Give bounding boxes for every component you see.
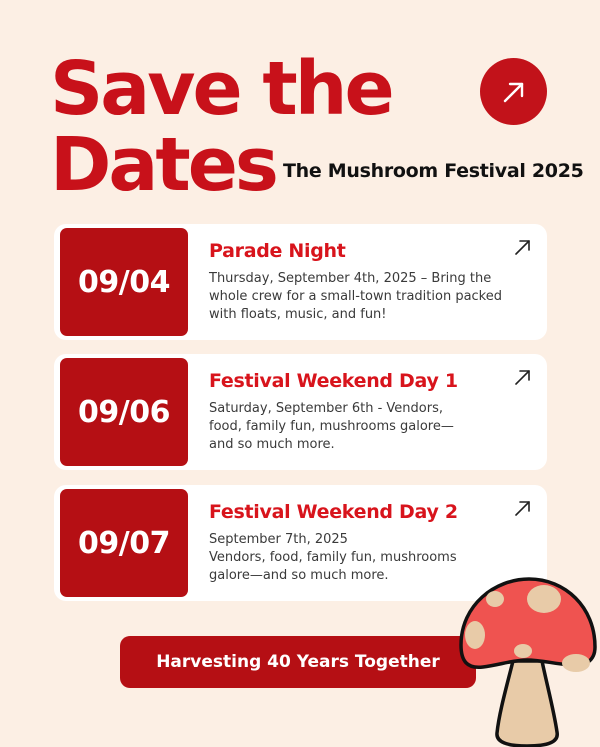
event-card-parade-night[interactable] (54, 224, 547, 340)
event-title: Parade Night (209, 240, 346, 262)
event-description: Thursday, September 4th, 2025 – Bring the whole crew for a small-town tradition packed with floats, music, and fun! (209, 271, 503, 322)
event-description: September 7th, 2025 Vendors, food, family fun, mushrooms galore—and so much more. (209, 532, 457, 583)
mushroom-illustration (455, 575, 600, 747)
event-date-box (60, 228, 188, 336)
headline-dates: Dates (50, 122, 276, 208)
event-date: 09/06 (78, 394, 170, 430)
event-title: Festival Weekend Day 2 (209, 501, 458, 523)
open-link-button[interactable] (480, 58, 547, 125)
tagline-button[interactable] (120, 636, 476, 688)
event-card-weekend-day-1[interactable] (54, 354, 547, 470)
arrow-up-right-icon[interactable] (512, 497, 534, 519)
event-date-box (60, 358, 188, 466)
festival-subtitle: The Mushroom Festival 2025 (283, 160, 584, 182)
headline-save-the: Save the (50, 46, 392, 132)
tagline-text: Harvesting 40 Years Together (156, 652, 440, 672)
event-description: Saturday, September 6th - Vendors, food, family fun, mushrooms galore— and so much more. (209, 401, 454, 452)
arrow-up-right-icon[interactable] (512, 236, 534, 258)
arrow-up-right-icon (501, 79, 527, 105)
event-date: 09/04 (78, 264, 170, 300)
event-title: Festival Weekend Day 1 (209, 370, 458, 392)
arrow-up-right-icon[interactable] (512, 366, 534, 388)
event-date-box (60, 489, 188, 597)
event-date: 09/07 (78, 525, 170, 561)
